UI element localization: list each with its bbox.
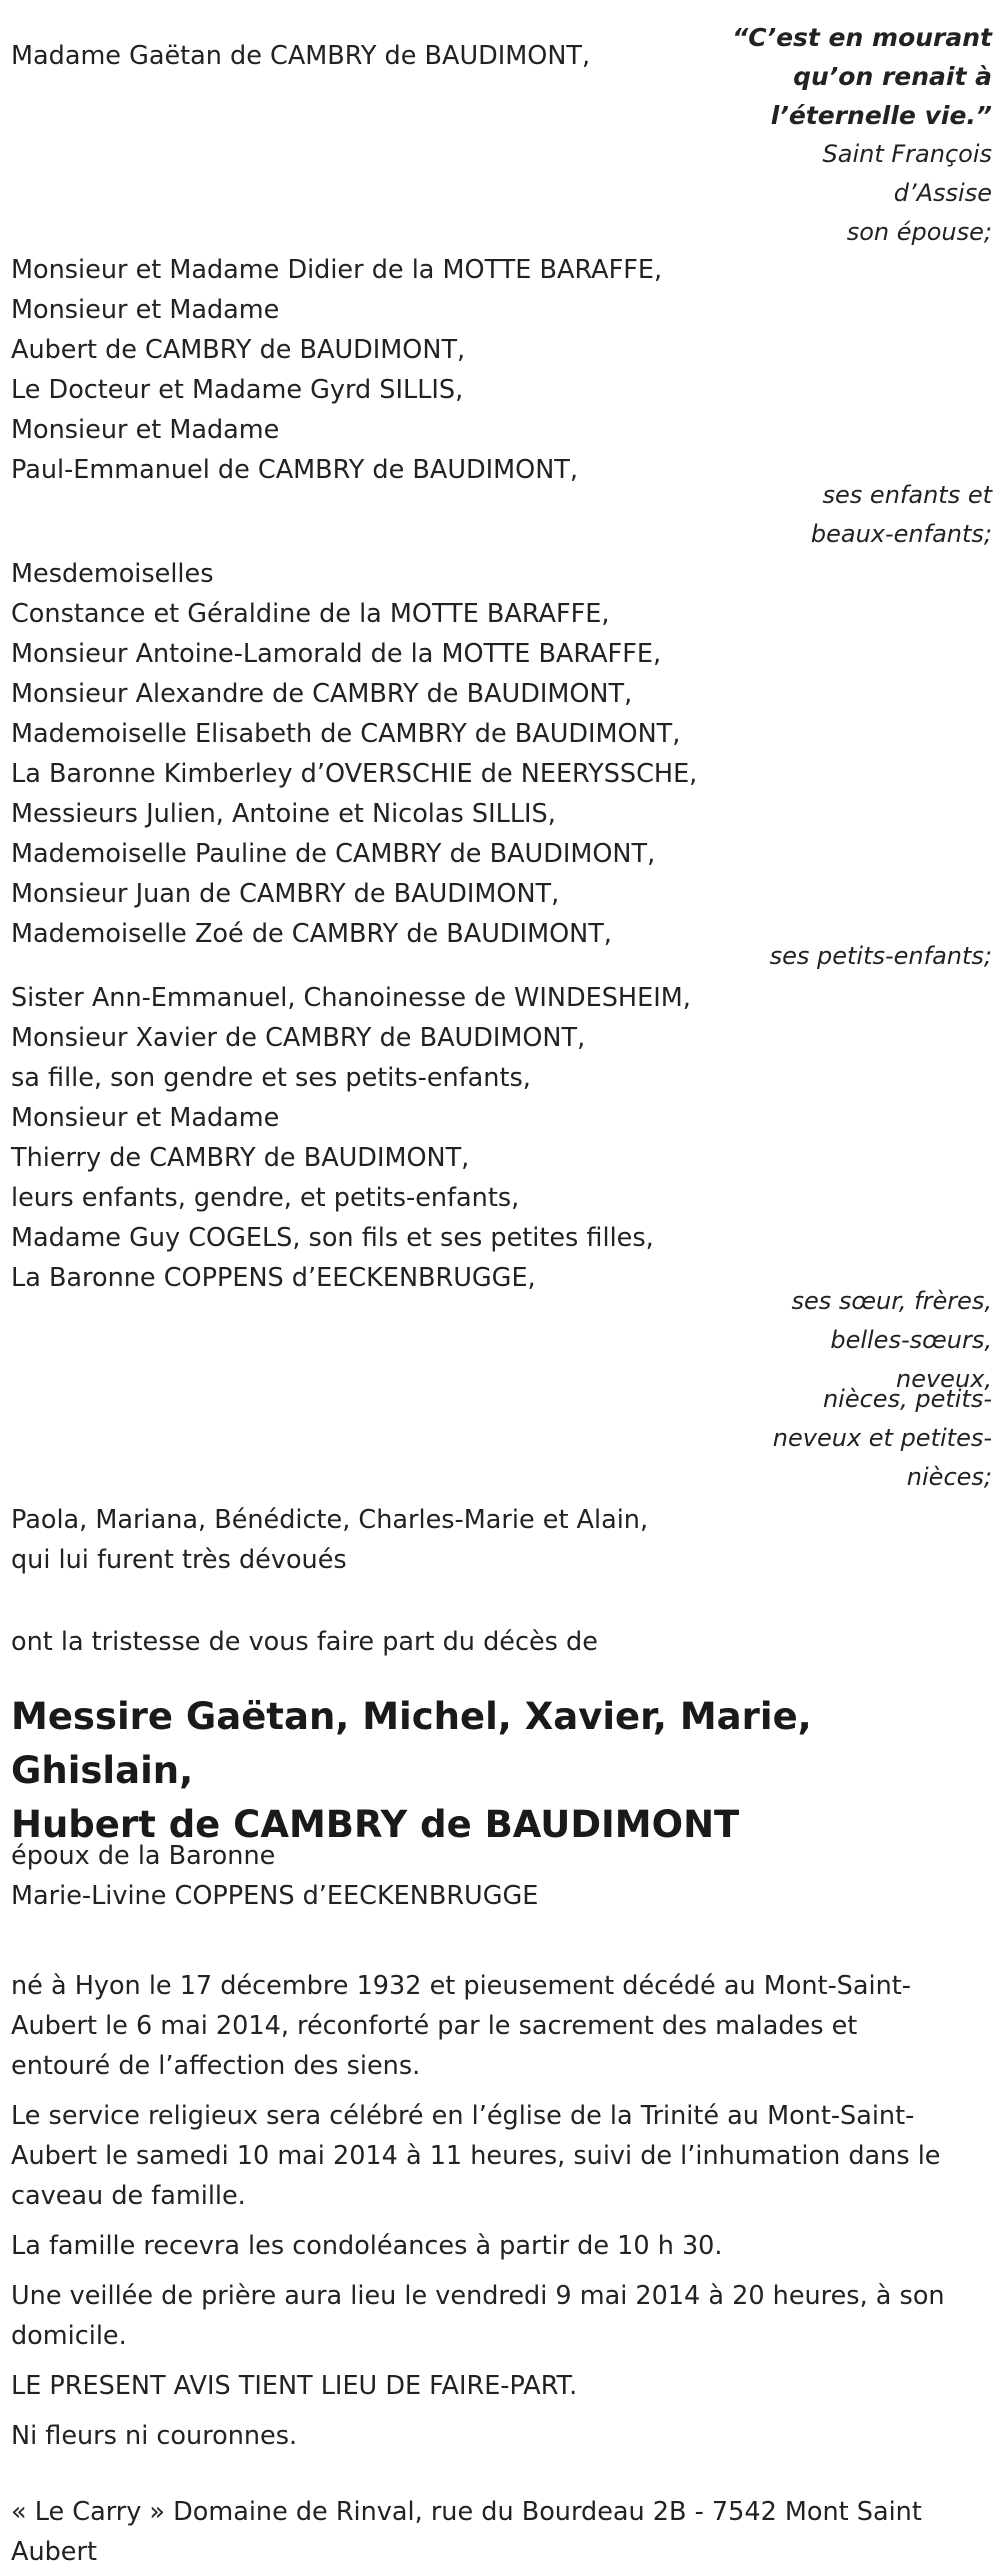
grandchildren-line-10: Mademoiselle Zoé de CAMBRY de BAUDIMONT, (11, 919, 612, 949)
announcement: ont la tristesse de vous faire part du décès de (11, 1627, 598, 1657)
vigil-line-2: domicile. (11, 2321, 127, 2351)
deceased-name-line-2: Hubert de CAMBRY de BAUDIMONT (11, 1803, 740, 1846)
address-line-2: Aubert (11, 2537, 97, 2567)
grandchildren-line-4: Monsieur Alexandre de CAMBRY de BAUDIMONT, (11, 679, 633, 709)
role-siblings-line-5: neveux et petites- (772, 1424, 992, 1452)
quote-line-2: qu’on renait à (793, 62, 992, 91)
grandchildren-line-7: Messieurs Julien, Antoine et Nicolas SILLIS, (11, 799, 556, 829)
role-children-line-2: beaux-enfants; (810, 520, 992, 548)
grandchildren-line-6: La Baronne Kimberley d’OVERSCHIE de NEERYSSCHE, (11, 759, 698, 789)
birth-death-line-1: né à Hyon le 17 décembre 1932 et pieusement décédé au Mont-Saint- (11, 1971, 911, 2001)
grandchildren-line-1: Mesdemoiselles (11, 559, 214, 589)
spouse-of-line-1: époux de la Baronne (11, 1841, 276, 1871)
staff-line-1: Paola, Mariana, Bénédicte, Charles-Marie et Alain, (11, 1505, 649, 1535)
siblings-line-3: sa fille, son gendre et ses petits-enfants, (11, 1063, 531, 1093)
children-line-6: Paul-Emmanuel de CAMBRY de BAUDIMONT, (11, 455, 578, 485)
grandchildren-line-5: Mademoiselle Elisabeth de CAMBRY de BAUDIMONT, (11, 719, 681, 749)
siblings-line-4: Monsieur et Madame (11, 1103, 280, 1133)
children-line-4: Le Docteur et Madame Gyrd SILLIS, (11, 375, 464, 405)
deceased-name (11, 1690, 971, 1852)
quote-author-line-2: d’Assise (893, 179, 992, 207)
role-children-line-1: ses enfants et (822, 481, 992, 509)
service-line-1: Le service religieux sera célébré en l’église de la Trinité au Mont-Saint- (11, 2101, 915, 2131)
notice: LE PRESENT AVIS TIENT LIEU DE FAIRE-PART. (11, 2371, 578, 2401)
spouse-of-line-2: Marie-Livine COPPENS d’EECKENBRUGGE (11, 1881, 539, 1911)
siblings-line-5: Thierry de CAMBRY de BAUDIMONT, (11, 1143, 470, 1173)
flowers: Ni fleurs ni couronnes. (11, 2421, 298, 2451)
grandchildren-line-3: Monsieur Antoine-Lamorald de la MOTTE BARAFFE, (11, 639, 662, 669)
children-line-2: Monsieur et Madame (11, 295, 280, 325)
vigil-line-1: Une veillée de prière aura lieu le vendredi 9 mai 2014 à 20 heures, à son (11, 2281, 945, 2311)
siblings-line-6: leurs enfants, gendre, et petits-enfants, (11, 1183, 520, 1213)
quote-line-3: l’éternelle vie.” (770, 101, 992, 130)
role-siblings-line-3: neveux, (896, 1365, 992, 1393)
quote-author-line-1: Saint François (822, 140, 992, 168)
siblings-line-2: Monsieur Xavier de CAMBRY de BAUDIMONT, (11, 1023, 586, 1053)
condolences: La famille recevra les condoléances à partir de 10 h 30. (11, 2231, 723, 2261)
grandchildren-line-8: Mademoiselle Pauline de CAMBRY de BAUDIMONT, (11, 839, 656, 869)
siblings-line-8: La Baronne COPPENS d’EECKENBRUGGE, (11, 1263, 536, 1293)
service-line-3: caveau de famille. (11, 2181, 246, 2211)
children-line-1: Monsieur et Madame Didier de la MOTTE BARAFFE, (11, 255, 663, 285)
service-line-2: Aubert le samedi 10 mai 2014 à 11 heures, suivi de l’inhumation dans le (11, 2141, 941, 2171)
birth-death-line-2: Aubert le 6 mai 2014, réconforté par le sacrement des malades et (11, 2011, 858, 2041)
quote-line-1: “C’est en mourant (732, 23, 992, 52)
children-line-5: Monsieur et Madame (11, 415, 280, 445)
children-line-3: Aubert de CAMBRY de BAUDIMONT, (11, 335, 466, 365)
role-siblings-line-2: belles-sœurs, (830, 1326, 992, 1354)
siblings-line-1: Sister Ann-Emmanuel, Chanoinesse de WINDESHEIM, (11, 983, 691, 1013)
staff-line-2: qui lui furent très dévoués (11, 1545, 347, 1575)
grandchildren-line-2: Constance et Géraldine de la MOTTE BARAFFE, (11, 599, 610, 629)
role-siblings-line-1: ses sœur, frères, (791, 1287, 992, 1315)
widow-name: Madame Gaëtan de CAMBRY de BAUDIMONT, (11, 41, 591, 71)
role-siblings-line-6: nièces; (906, 1463, 992, 1491)
siblings-line-7: Madame Guy COGELS, son fils et ses petites filles, (11, 1223, 654, 1253)
birth-death-line-3: entouré de l’affection des siens. (11, 2051, 421, 2081)
address-line-1: « Le Carry » Domaine de Rinval, rue du Bourdeau 2B - 7542 Mont Saint (11, 2497, 922, 2527)
role-grandchildren: ses petits-enfants; (769, 942, 992, 970)
deceased-name-line-1: Messire Gaëtan, Michel, Xavier, Marie, Ghislain, (11, 1695, 812, 1792)
grandchildren-line-9: Monsieur Juan de CAMBRY de BAUDIMONT, (11, 879, 560, 909)
role-siblings-line-4: nièces, petits- (822, 1385, 992, 1413)
role-spouse: son épouse; (846, 218, 992, 246)
